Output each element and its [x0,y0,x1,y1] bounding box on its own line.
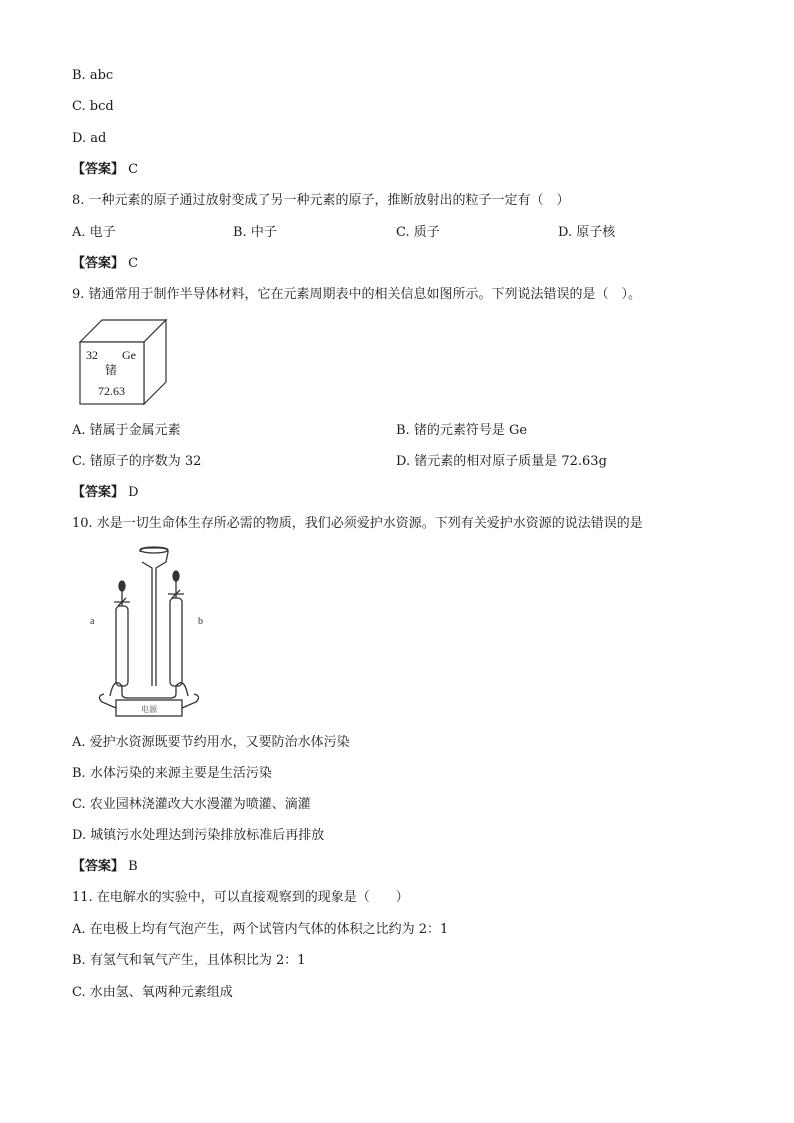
q8-option-a: A. 电子 [72,225,116,240]
right-wire [182,694,199,708]
electrolysis-apparatus-figure [84,546,214,718]
q11-option-a: A. 在电极上均有气泡产生，两个试管内气体的体积之比约为 2：1 [72,922,449,937]
q8-option-d: D. 原子核 [558,225,616,240]
element-cell-figure [78,318,170,406]
answer-label: 【答案】 [72,485,125,500]
q10-option-b: B. 水体污染的来源主要是生活污染 [72,766,272,781]
element-name: 锗 [105,363,118,377]
label-a: a [90,616,95,627]
option-c: C. bcd [72,99,114,114]
option-d: D. ad [72,131,107,146]
right-flame [173,571,179,581]
q10-answer-line [72,858,138,876]
funnel-left-edge [142,562,152,686]
q11-stem: 11. 在电解水的实验中，可以直接观察到的现象是（ ） [72,890,409,905]
q9-answer-line [72,484,139,502]
atomic-mass: 72.63 [98,384,125,398]
answer-line [72,161,138,179]
q9-stem: 9. 锗通常用于制作半导体材料，它在元素周期表中的相关信息如图所示。下列说法错误的是（ ）。 [72,287,642,302]
q11-option-b: B. 有氢气和氧气产生，且体积比为 2：1 [72,953,306,968]
power-label: 电源 [141,705,157,714]
q10-option-c: C. 农业园林浇灌改大水漫灌为喷灌、滴灌 [72,797,311,812]
left-support [110,683,122,696]
q10-option-d: D. 城镇污水处理达到污染排放标准后再排放 [72,828,325,843]
q8-option-c: C. 质子 [396,225,440,240]
answer-label: 【答案】 [72,859,125,874]
q10-stem: 10. 水是一切生命体生存所必需的物质，我们必须爱护水资源。下列有关爱护水资源的说法错误的是 [72,516,643,531]
q9-option-d: D. 锗元素的相对原子质量是 72.63g [396,454,607,469]
option-b: B. abc [72,68,114,83]
q9-option-c: C. 锗原子的序数为 32 [72,454,202,469]
q9-option-a: A. 锗属于金属元素 [72,423,181,438]
answer-value: D [128,485,139,500]
answer-value: B [128,859,138,874]
q11-option-c: C. 水由氢、氧两种元素组成 [72,985,233,1000]
left-tube [116,606,128,686]
q8-stem: 8. 一种元素的原子通过放射变成了另一种元素的原子，推断放射出的粒子一定有（ ） [72,193,570,208]
answer-label: 【答案】 [72,162,125,177]
atomic-number: 32 [86,348,98,362]
q8-answer-line [72,255,138,273]
q8-option-b: B. 中子 [233,225,277,240]
answer-value: C [128,162,139,177]
funnel-right-edge [140,548,168,686]
left-wire [99,694,116,708]
right-support [176,683,188,696]
label-b: b [198,616,203,627]
bottom-connector [122,686,176,698]
answer-value: C [128,256,139,271]
left-flame [119,581,125,591]
right-tube [170,598,182,686]
q10-option-a: A. 爱护水资源既要节约用水，又要防治水体污染 [72,735,350,750]
element-symbol: Ge [122,348,136,362]
q9-option-b: B. 锗的元素符号是 Ge [396,423,528,438]
answer-label: 【答案】 [72,256,125,271]
